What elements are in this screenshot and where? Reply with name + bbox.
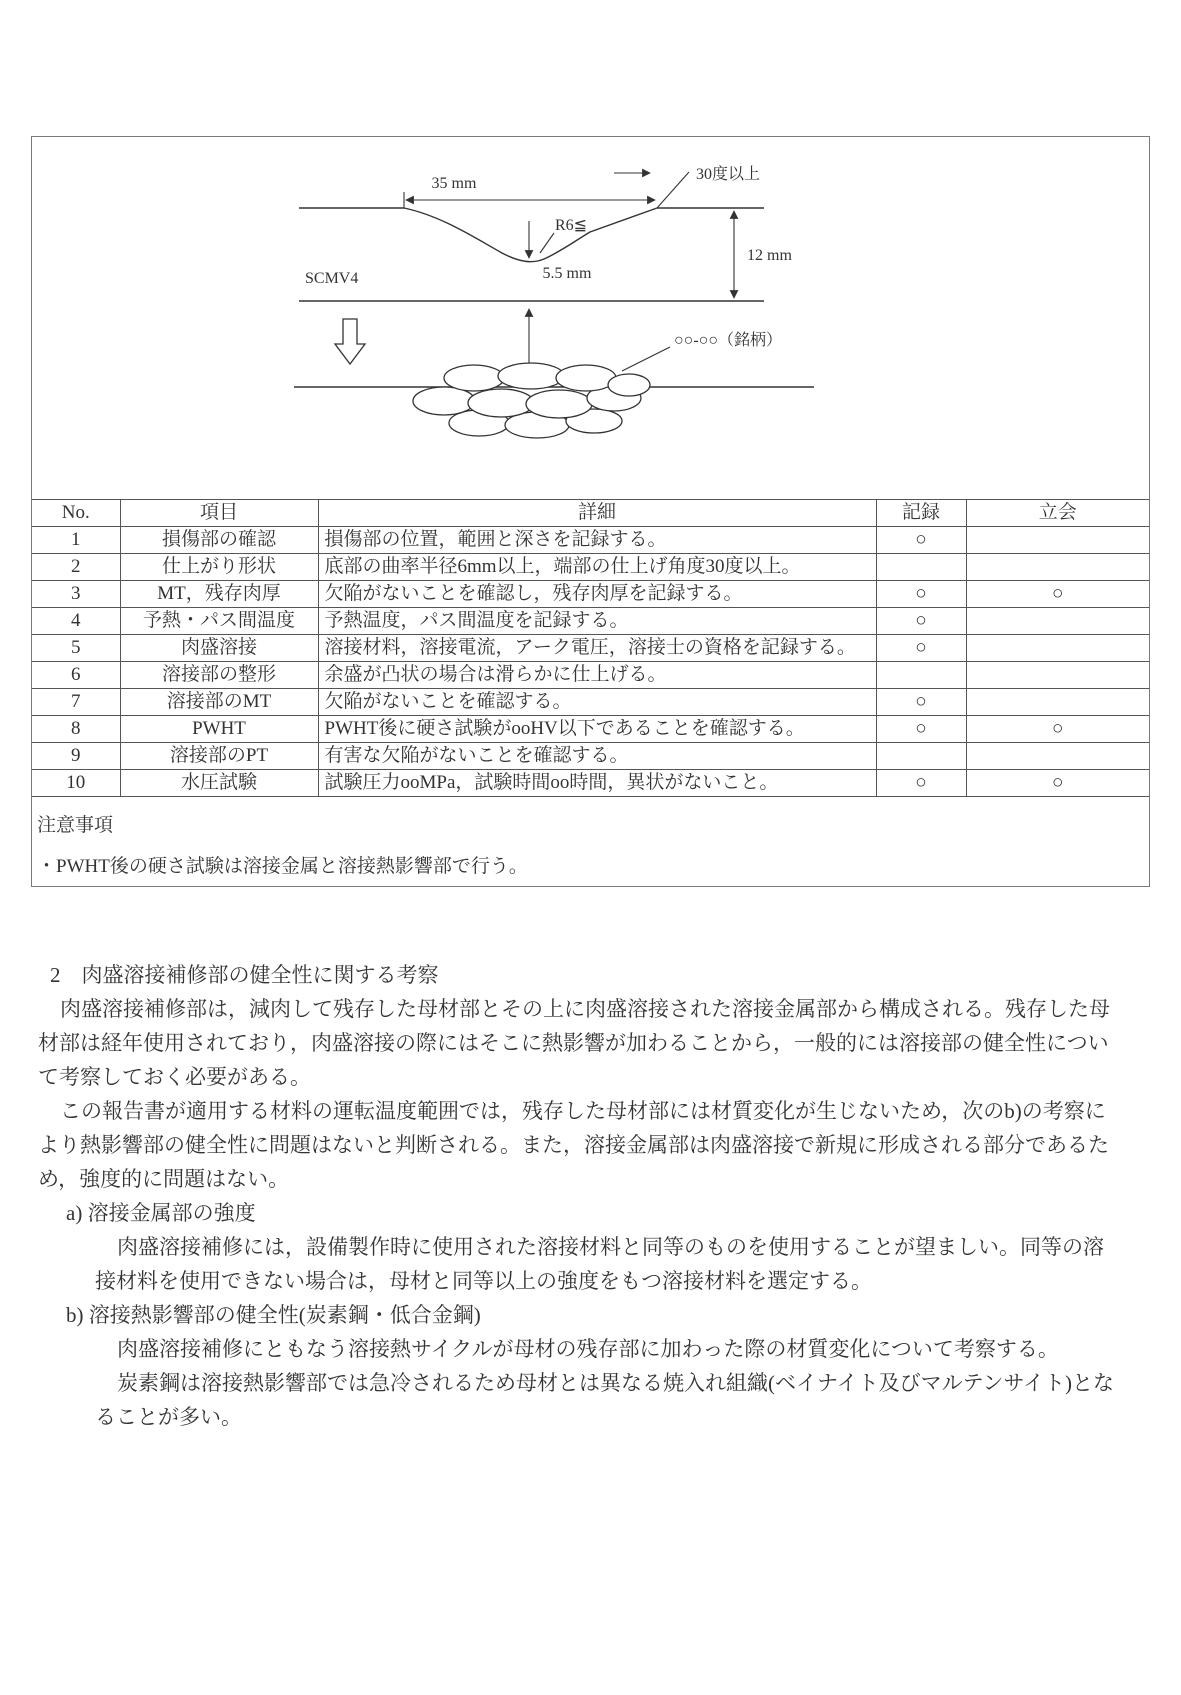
table-row [32,527,1149,554]
cell-item: 溶接部のPT [120,743,318,770]
cell-item: 溶接部のMT [120,689,318,716]
cell-witness-mark [966,527,1149,554]
cell-record-mark: ○ [876,770,966,797]
note-item: ・PWHT後の硬さ試験は溶接金属と溶接熱影響部で行う。 [37,856,528,877]
cell-no: 6 [32,662,120,689]
weld-repair-diagram [292,161,840,475]
cell-item: 肉盛溶接 [120,635,318,662]
table-row [32,662,1149,689]
cell-record-mark [876,743,966,770]
cell-record-mark: ○ [876,635,966,662]
cell-record-mark: ○ [876,608,966,635]
radius-label: R6≦ [555,217,588,234]
bevel-extension-line [657,172,689,208]
weld-bead [526,390,592,418]
cell-detail: 損傷部の位置，範囲と深さを記録する。 [318,527,876,554]
cell-record-mark: ○ [876,527,966,554]
cell-item: 損傷部の確認 [120,527,318,554]
cell-no: 2 [32,554,120,581]
cell-no: 4 [32,608,120,635]
cell-no: 5 [32,635,120,662]
cell-detail: 試験圧力ooMPa，試験時間oo時間，異状がないこと。 [318,770,876,797]
item-a-heading: a) 溶接金属部の強度 [66,1201,256,1225]
cell-witness-mark: ○ [966,581,1149,608]
weld-bead [608,374,650,396]
column-header-witness: 立会 [966,500,1149,527]
item-b-heading: b) 溶接熱影響部の健全性(炭素鋼・低合金鋼) [66,1303,481,1327]
inspection-table [32,499,1149,797]
table-header-row [32,500,1149,527]
cell-item: MT，残存肉厚 [120,581,318,608]
cell-no: 1 [32,527,120,554]
depth-label: 5.5 mm [542,265,592,282]
item-b-text-2: 炭素鋼は溶接熱影響部では急冷されるため母材とは異なる焼入れ組織(ベイナイト及びマルテンサイト)となることが多い。 [95,1371,1115,1429]
weld-bead [413,387,475,415]
brand-leader-line [622,347,670,371]
cell-witness-mark [966,743,1149,770]
angle-label: 30度以上 [696,166,761,183]
cell-detail: 余盛が凸状の場合は滑らかに仕上げる。 [318,662,876,689]
inspection-table-body [32,527,1149,797]
cell-record-mark: ○ [876,581,966,608]
weld-bead [468,389,534,417]
column-header-record: 記録 [876,500,966,527]
cell-detail: 欠陥がないことを確認し，残存肉厚を記録する。 [318,581,876,608]
weld-bead [498,363,564,389]
cell-item: PWHT [120,716,318,743]
cell-witness-mark [966,554,1149,581]
cell-witness-mark: ○ [966,770,1149,797]
cell-no: 10 [32,770,120,797]
cell-detail: 底部の曲率半径6mm以上，端部の仕上げ角度30度以上。 [318,554,876,581]
cell-no: 7 [32,689,120,716]
column-header-detail: 詳細 [318,500,876,527]
cell-record-mark [876,554,966,581]
weld-bead [444,365,504,391]
section-heading: 2 肉盛溶接補修部の健全性に関する考察 [50,963,439,987]
weld-bead-sketch [413,363,650,438]
thickness-label: 12 mm [747,247,792,264]
paragraph-2: この報告書が適用する材料の運転温度範囲では，残存した母材部には材質変化が生じないため，次のb)の考察により熱影響部の健全性に問題はないと判断される。また，溶接金属部は肉盛溶接で新規に形成される部分であるため，強度的に問題はない。 [38,1099,1109,1191]
cell-detail: PWHT後に硬さ試験がooHV以下であることを確認する。 [318,716,876,743]
cell-no: 3 [32,581,120,608]
cell-item: 仕上がり形状 [120,554,318,581]
cell-record-mark: ○ [876,689,966,716]
table-row [32,635,1149,662]
cell-no: 9 [32,743,120,770]
cell-witness-mark [966,608,1149,635]
radius-leader-line [540,233,554,253]
notes-title: 注意事項 [37,815,114,836]
table-row [32,770,1149,797]
cell-detail: 溶接材料，溶接電流，アーク電圧，溶接士の資格を記録する。 [318,635,876,662]
table-row [32,608,1149,635]
groove-profile [404,208,657,262]
cell-record-mark [876,662,966,689]
cell-record-mark: ○ [876,716,966,743]
brand-label: ○○-○○（銘柄） [674,332,782,349]
cell-witness-mark: ○ [966,716,1149,743]
table-row [32,581,1149,608]
table-row [32,716,1149,743]
dim-width-label: 35 mm [431,175,477,192]
table-row [32,743,1149,770]
weld-groove-figure [292,161,840,475]
column-header-no: No. [32,500,120,527]
cell-witness-mark [966,689,1149,716]
material-label: SCMV4 [305,270,359,287]
column-header-item: 項目 [120,500,318,527]
table-row [32,689,1149,716]
cell-detail: 予熱温度，パス間温度を記録する。 [318,608,876,635]
cell-no: 8 [32,716,120,743]
repair-procedure-box [31,136,1150,887]
cell-detail: 有害な欠陥がないことを確認する。 [318,743,876,770]
cell-detail: 欠陥がないことを確認する。 [318,689,876,716]
paragraph-1: 肉盛溶接補修部は，減肉して残存した母材部とその上に肉盛溶接された溶接金属部から構成される。残存した母材部は経年使用されており，肉盛溶接の際にはそこに熱影響が加わることから，一般的には溶接部の健全性について考察しておく必要がある。 [38,997,1111,1089]
item-a-text: 肉盛溶接補修には，設備製作時に使用された溶接材料と同等のものを使用することが望ましい。同等の溶接材料を使用できない場合は，母材と同等以上の強度をもつ溶接材料を選定する。 [95,1235,1105,1293]
report-body [38,958,1116,1434]
process-flow-down-arrow [335,319,365,364]
item-b-text-1: 肉盛溶接補修にともなう溶接熱サイクルが母材の残存部に加わった際の材質変化について考察する。 [117,1337,1059,1361]
cell-witness-mark [966,635,1149,662]
cell-item: 溶接部の整形 [120,662,318,689]
cell-item: 予熱・パス間温度 [120,608,318,635]
cell-witness-mark [966,662,1149,689]
table-row [32,554,1149,581]
notes-section [32,797,1149,878]
weld-bead [556,365,616,391]
cell-item: 水圧試験 [120,770,318,797]
